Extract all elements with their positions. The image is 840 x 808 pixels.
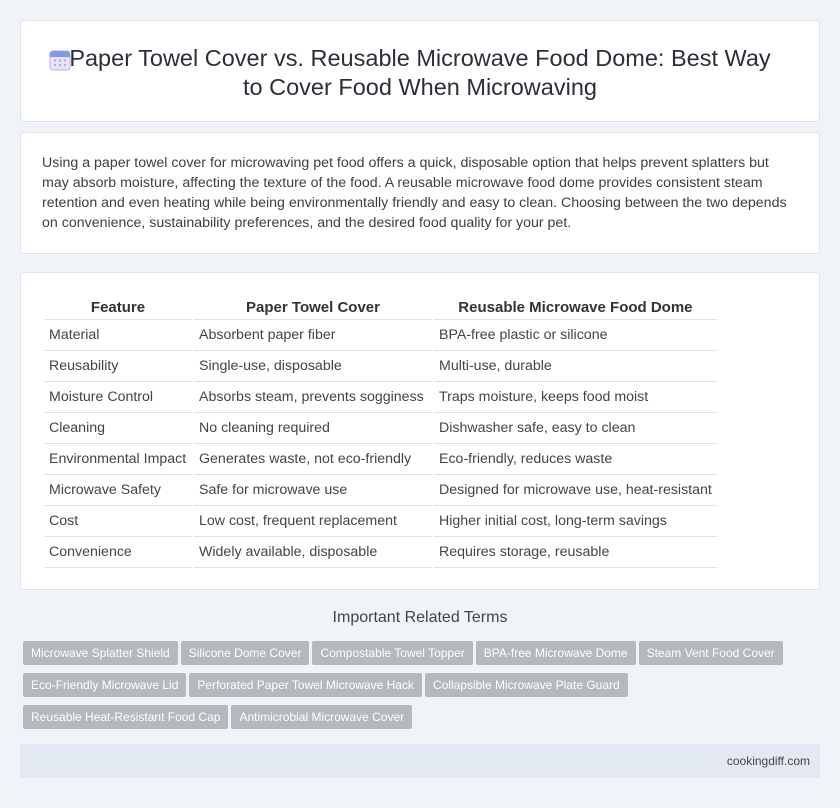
table-row (44, 475, 717, 506)
paper-towel-cell: Absorbs steam, prevents sogginess (194, 382, 432, 413)
food-dome-cell: Designed for microwave use, heat-resistant (434, 475, 717, 506)
comparison-card (20, 272, 820, 590)
header-paper-towel: Paper Towel Cover (194, 295, 432, 320)
food-dome-cell: BPA-free plastic or silicone (434, 320, 717, 351)
feature-cell: Cleaning (44, 413, 192, 444)
paper-towel-cell: Single-use, disposable (194, 351, 432, 382)
related-term-tag[interactable]: BPA-free Microwave Dome (476, 641, 636, 665)
food-dome-cell: Dishwasher safe, easy to clean (434, 413, 717, 444)
related-terms-title: Important Related Terms (332, 609, 508, 626)
related-terms-list (23, 641, 813, 737)
table-row (44, 537, 717, 568)
food-dome-cell: Requires storage, reusable (434, 537, 717, 568)
table-row (44, 320, 717, 351)
feature-cell: Convenience (44, 537, 192, 568)
paper-towel-cell: Absorbent paper fiber (194, 320, 432, 351)
paper-towel-cell: No cleaning required (194, 413, 432, 444)
food-dome-cell: Multi-use, durable (434, 351, 717, 382)
table-row (44, 444, 717, 475)
comparison-table (42, 295, 719, 568)
related-term-tag[interactable]: Collapsible Microwave Plate Guard (425, 673, 628, 697)
header-food-dome: Reusable Microwave Food Dome (434, 295, 717, 320)
related-term-tag[interactable]: Perforated Paper Towel Microwave Hack (189, 673, 422, 697)
footer (20, 744, 820, 778)
header-feature: Feature (44, 295, 192, 320)
paper-towel-cell: Widely available, disposable (194, 537, 432, 568)
paper-towel-cell: Generates waste, not eco-friendly (194, 444, 432, 475)
intro-paragraph: Using a paper towel cover for microwaving pet food offers a quick, disposable option that helps prevent splatters but may absorb moisture, affecting the texture of the food. A reusable microwave food dome provides consistent steam retention and even heating while being environmentally friendly and easy to clean. Choosing between the two depends on convenience, sustainability preferences, and the desired food quality for your pet. (42, 155, 787, 231)
feature-cell: Environmental Impact (44, 444, 192, 475)
feature-cell: Moisture Control (44, 382, 192, 413)
paper-towel-cell: Low cost, frequent replacement (194, 506, 432, 537)
title-card (20, 20, 820, 122)
feature-cell: Microwave Safety (44, 475, 192, 506)
food-dome-cell: Higher initial cost, long-term savings (434, 506, 717, 537)
footer-site-link[interactable]: cookingdiff.com (726, 754, 810, 768)
related-term-tag[interactable]: Microwave Splatter Shield (23, 641, 178, 665)
related-term-tag[interactable]: Compostable Towel Topper (312, 641, 472, 665)
feature-cell: Reusability (44, 351, 192, 382)
food-dome-cell: Eco-friendly, reduces waste (434, 444, 717, 475)
table-row (44, 506, 717, 537)
table-row (44, 413, 717, 444)
feature-cell: Material (44, 320, 192, 351)
related-term-tag[interactable]: Reusable Heat-Resistant Food Cap (23, 705, 228, 729)
related-term-tag[interactable]: Steam Vent Food Cover (639, 641, 783, 665)
food-dome-cell: Traps moisture, keeps food moist (434, 382, 717, 413)
table-header-row (44, 295, 717, 320)
page-title: Paper Towel Cover vs. Reusable Microwave Food Dome: Best Way to Cover Food When Microwaving (69, 45, 771, 100)
paper-towel-cell: Safe for microwave use (194, 475, 432, 506)
table-row (44, 382, 717, 413)
table-row (44, 351, 717, 382)
feature-cell: Cost (44, 506, 192, 537)
related-term-tag[interactable]: Silicone Dome Cover (181, 641, 310, 665)
related-term-tag[interactable]: Eco-Friendly Microwave Lid (23, 673, 186, 697)
intro-card (20, 132, 820, 254)
related-term-tag[interactable]: Antimicrobial Microwave Cover (231, 705, 412, 729)
